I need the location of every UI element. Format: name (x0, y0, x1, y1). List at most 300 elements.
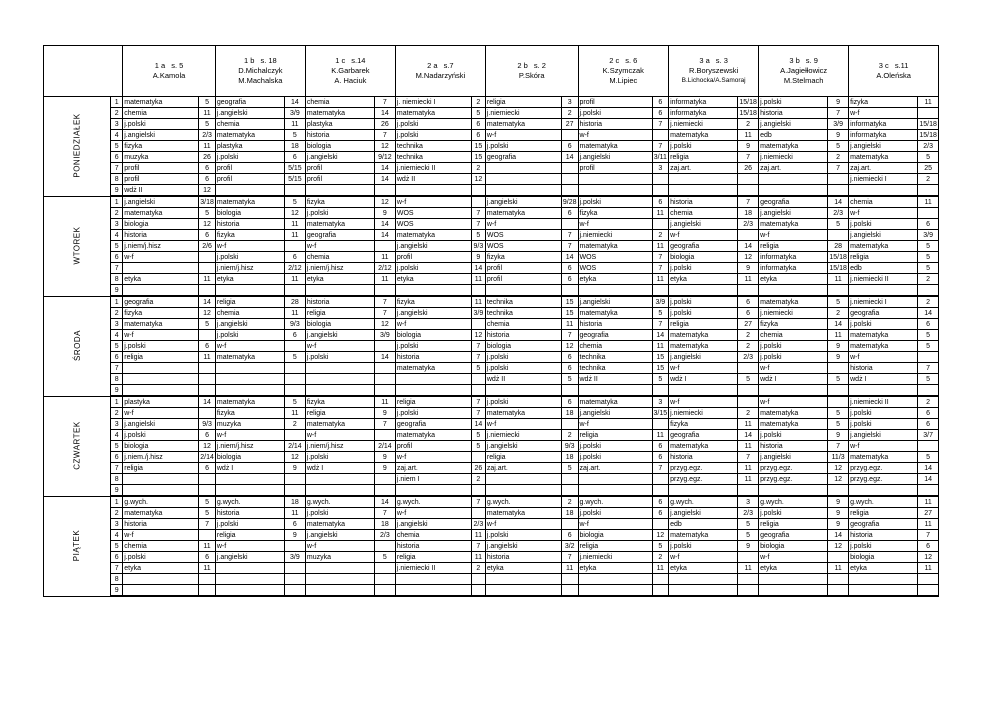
lesson-number: 7 (111, 563, 123, 574)
subject-cell: WOS (395, 219, 471, 230)
subject-cell (305, 563, 374, 574)
subject-cell: geografia (395, 419, 471, 430)
subject-cell: muzyka (123, 152, 199, 163)
subject-cell: edb (759, 130, 828, 141)
class-room: s. 2 (533, 61, 546, 70)
room-cell: 27 (738, 319, 759, 330)
subject-cell: zaj.art. (849, 163, 918, 174)
lesson-number: 8 (111, 374, 123, 385)
subject-cell (123, 585, 199, 597)
lesson-number: 8 (111, 174, 123, 185)
room-cell: 9 (738, 141, 759, 152)
subject-cell: j.niem/j.hisz (305, 441, 374, 452)
class-teacher: R.Boryszewski (689, 66, 739, 75)
room-cell: 18 (738, 208, 759, 219)
room-cell: 14 (828, 319, 849, 330)
room-cell (738, 185, 759, 197)
room-cell: 7 (471, 341, 485, 352)
lesson-number: 9 (111, 285, 123, 297)
class-room: s. 3 (715, 56, 728, 65)
room-cell: 14 (561, 252, 578, 263)
subject-cell: informatyka (669, 108, 738, 119)
subject-cell: matematyka (123, 97, 199, 108)
subject-cell (485, 174, 561, 185)
subject-cell: chemia (485, 319, 561, 330)
room-cell (652, 519, 669, 530)
room-cell (284, 285, 305, 297)
room-cell: 5 (199, 508, 216, 519)
class-room: s. 6 (625, 56, 638, 65)
room-cell: 26 (374, 119, 395, 130)
subject-cell (395, 385, 471, 397)
subject-cell: geografia (305, 230, 374, 241)
subject-cell: matematyka (849, 330, 918, 341)
room-cell (374, 585, 395, 597)
room-cell: 3 (561, 97, 578, 108)
subject-cell (849, 385, 918, 397)
table-row (44, 119, 939, 130)
subject-cell: chemia (305, 97, 374, 108)
room-cell (471, 485, 485, 497)
subject-cell: j.angielski (485, 196, 561, 208)
subject-cell: j.angielski (123, 419, 199, 430)
room-cell: 18 (374, 519, 395, 530)
subject-cell: j.niemiecki II (395, 163, 471, 174)
subject-cell: j.polski (485, 396, 561, 408)
room-cell: 7 (374, 97, 395, 108)
subject-cell: WOS (578, 252, 652, 263)
subject-cell: j.polski (395, 130, 471, 141)
subject-cell: wdż II (485, 374, 561, 385)
subject-cell: matematyka (395, 363, 471, 374)
subject-cell: profil (485, 263, 561, 274)
room-cell (738, 363, 759, 374)
room-cell: 6 (652, 441, 669, 452)
room-cell: 2/3 (738, 508, 759, 519)
room-cell (471, 385, 485, 397)
room-cell: 11 (284, 119, 305, 130)
room-cell: 12 (374, 141, 395, 152)
room-cell (374, 285, 395, 297)
room-cell: 14 (374, 496, 395, 508)
room-cell: 6 (652, 97, 669, 108)
subject-cell: w-f (849, 208, 918, 219)
room-cell: 5 (918, 341, 939, 352)
subject-cell: j.niemiecki (485, 430, 561, 441)
room-cell: 5/15 (284, 163, 305, 174)
room-cell (652, 585, 669, 597)
subject-cell: w-f (123, 530, 199, 541)
subject-cell: etyka (669, 274, 738, 285)
subject-cell: geografia (849, 308, 918, 319)
table-row (44, 263, 939, 274)
room-cell (828, 174, 849, 185)
class-header (123, 46, 216, 97)
subject-cell: religia (123, 463, 199, 474)
subject-cell: profil (305, 174, 374, 185)
class-teacher: A.Jagiełłowicz (780, 66, 828, 75)
room-cell: 5/15 (284, 174, 305, 185)
subject-cell: j.polski (669, 541, 738, 552)
room-cell: 9 (738, 263, 759, 274)
subject-cell (578, 185, 652, 197)
subject-cell: fizyka (123, 141, 199, 152)
room-cell (284, 363, 305, 374)
subject-cell: religia (485, 452, 561, 463)
room-cell: 7 (471, 208, 485, 219)
subject-cell: zaj.art. (759, 163, 828, 174)
room-cell: 12 (284, 452, 305, 463)
subject-cell: w-f (849, 108, 918, 119)
subject-cell (123, 574, 199, 585)
class-header (759, 46, 849, 97)
subject-cell: etyka (305, 274, 374, 285)
subject-cell: j.niemiecki (759, 308, 828, 319)
subject-cell: w-f (669, 363, 738, 374)
room-cell (652, 485, 669, 497)
class-header (395, 46, 485, 97)
subject-cell (849, 185, 918, 197)
subject-cell (305, 574, 374, 585)
day-label (44, 296, 111, 396)
subject-cell: j.angielski (759, 452, 828, 463)
subject-cell: technika (485, 308, 561, 319)
room-cell: 18 (284, 141, 305, 152)
table-row (44, 141, 939, 152)
subject-cell: geografia (759, 196, 828, 208)
room-cell: 6 (652, 196, 669, 208)
subject-cell: historia (305, 296, 374, 308)
subject-cell: profil (395, 252, 471, 263)
subject-cell: biologia (123, 441, 199, 452)
subject-cell: j.polski (849, 319, 918, 330)
subject-cell: profil (578, 163, 652, 174)
room-cell: 6 (652, 108, 669, 119)
subject-cell: matematyka (759, 296, 828, 308)
room-cell: 25 (918, 163, 939, 174)
subject-cell: etyka (578, 563, 652, 574)
room-cell: 5 (284, 352, 305, 363)
room-cell (918, 385, 939, 397)
room-cell (828, 230, 849, 241)
timetable-sheet (43, 45, 939, 597)
room-cell: 3/9 (374, 330, 395, 341)
subject-cell: religia (849, 252, 918, 263)
subject-cell: przyg.egz. (759, 463, 828, 474)
room-cell: 5 (561, 463, 578, 474)
room-cell (652, 285, 669, 297)
subject-cell: chemia (759, 330, 828, 341)
subject-cell (578, 385, 652, 397)
class-teacher: K.Szymczak (602, 66, 644, 75)
room-cell: 7 (652, 319, 669, 330)
lesson-number: 9 (111, 585, 123, 597)
subject-cell: technika (578, 352, 652, 363)
room-cell (918, 574, 939, 585)
subject-cell: w-f (215, 241, 284, 252)
table-row (44, 230, 939, 241)
subject-cell: w-f (123, 330, 199, 341)
subject-cell: technika (485, 296, 561, 308)
subject-cell (485, 574, 561, 585)
subject-cell: j.polski (215, 519, 284, 530)
subject-cell: j.niemiecki II (849, 396, 918, 408)
room-cell: 9 (471, 252, 485, 263)
subject-cell (485, 385, 561, 397)
room-cell: 6 (652, 496, 669, 508)
room-cell (561, 574, 578, 585)
subject-cell (669, 385, 738, 397)
room-cell: 5 (828, 296, 849, 308)
room-cell (284, 241, 305, 252)
room-cell: 5 (652, 308, 669, 319)
room-cell: 5 (828, 408, 849, 419)
subject-cell: j.polski (759, 430, 828, 441)
table-row (44, 396, 939, 408)
room-cell: 5 (828, 141, 849, 152)
room-cell (284, 541, 305, 552)
table-row (44, 474, 939, 485)
subject-cell: j.polski (215, 330, 284, 341)
subject-cell: w-f (305, 241, 374, 252)
subject-cell: chemia (849, 196, 918, 208)
room-cell: 14 (738, 430, 759, 441)
room-cell: 9 (374, 408, 395, 419)
subject-cell: matematyka (485, 508, 561, 519)
room-cell: 14 (284, 97, 305, 108)
room-cell: 11/3 (828, 452, 849, 463)
subject-cell: j.angielski (395, 241, 471, 252)
subject-cell: j.angielski (123, 196, 199, 208)
room-cell: 14 (738, 241, 759, 252)
class-name-room (487, 61, 577, 71)
room-cell (561, 385, 578, 397)
subject-cell (669, 285, 738, 297)
room-cell (918, 208, 939, 219)
subject-cell: wdż I (849, 374, 918, 385)
subject-cell: historia (123, 519, 199, 530)
room-cell (918, 585, 939, 597)
class-name-room (760, 56, 847, 66)
subject-cell: j.angielski (215, 108, 284, 119)
subject-cell: j.angielski (578, 152, 652, 163)
subject-cell: j.angielski (215, 552, 284, 563)
subject-cell: chemia (215, 308, 284, 319)
room-cell (828, 385, 849, 397)
room-cell: 11 (561, 319, 578, 330)
subject-cell: matematyka (669, 341, 738, 352)
subject-cell: historia (759, 108, 828, 119)
room-cell: 3/11 (653, 153, 667, 161)
subject-cell: wdż I (305, 463, 374, 474)
subject-cell (215, 285, 284, 297)
subject-cell: informatyka (849, 119, 918, 130)
subject-cell (305, 285, 374, 297)
room-cell (471, 196, 485, 208)
room-cell: 3/9 (828, 119, 849, 130)
room-cell: 2/12 (374, 263, 395, 274)
class-room: s.14 (351, 56, 366, 65)
day-label (44, 496, 111, 596)
room-cell: 7 (652, 263, 669, 274)
subject-cell: chemia (123, 108, 199, 119)
room-cell: 9 (738, 541, 759, 552)
day-name: PONIEDZIAŁEK (72, 113, 82, 178)
subject-cell: matematyka (759, 408, 828, 419)
subject-cell (123, 474, 199, 485)
subject-cell: w-f (669, 396, 738, 408)
room-cell: 9 (284, 463, 305, 474)
room-cell: 11 (199, 141, 216, 152)
subject-cell (215, 474, 284, 485)
table-row (44, 296, 939, 308)
room-cell: 11 (738, 563, 759, 574)
lesson-number: 9 (111, 185, 123, 197)
class-name: 2 c (609, 56, 620, 65)
subject-cell: w-f (395, 196, 471, 208)
room-cell: 9 (374, 208, 395, 219)
room-cell (561, 419, 578, 430)
subject-cell: historia (485, 552, 561, 563)
room-cell: 7 (561, 330, 578, 341)
room-cell: 15 (652, 363, 669, 374)
room-cell: 11 (284, 308, 305, 319)
subject-cell: w-f (759, 363, 828, 374)
day-name: ŚRODA (72, 330, 82, 361)
room-cell: 2 (471, 163, 485, 174)
room-cell: 2/14 (284, 441, 305, 452)
lesson-number: 1 (111, 97, 123, 108)
subject-cell: WOS (395, 208, 471, 219)
room-cell: 9 (284, 530, 305, 541)
table-row (44, 274, 939, 285)
subject-cell (759, 574, 828, 585)
room-cell: 2 (471, 474, 485, 485)
subject-cell: fizyka (485, 252, 561, 263)
class-header (849, 46, 939, 97)
subject-cell: geografia (669, 241, 738, 252)
room-cell (738, 552, 759, 563)
room-cell: 14 (918, 308, 939, 319)
subject-cell: j.polski (849, 219, 918, 230)
class-teacher: P.Skóra (518, 71, 545, 80)
subject-cell: j.niemiecki (759, 152, 828, 163)
subject-cell: historia (215, 508, 284, 519)
room-cell: 9 (828, 496, 849, 508)
subject-cell: j.polski (578, 452, 652, 463)
room-cell (828, 185, 849, 197)
subject-cell (849, 574, 918, 585)
subject-cell: profil (305, 163, 374, 174)
room-cell (284, 385, 305, 397)
room-cell (374, 185, 395, 197)
room-cell: 18 (561, 508, 578, 519)
subject-cell: j.angielski (485, 541, 561, 552)
subject-cell: religia (578, 541, 652, 552)
subject-cell: matematyka (395, 430, 471, 441)
subject-cell: j.polski (395, 341, 471, 352)
room-cell: 14 (471, 263, 485, 274)
subject-cell (395, 374, 471, 385)
subject-cell: j.polski (669, 141, 738, 152)
table-row (44, 585, 939, 597)
subject-cell: biologia (578, 530, 652, 541)
subject-cell: j.polski (305, 208, 374, 219)
subject-cell: j.angielski (849, 430, 918, 441)
subject-cell: j.niem/j.hisz (215, 263, 284, 274)
room-cell (652, 174, 669, 185)
lesson-number: 1 (111, 196, 123, 208)
subject-cell: j.polski (395, 263, 471, 274)
table-row (44, 541, 939, 552)
subject-cell: chemia (305, 252, 374, 263)
class-name: 1 a (154, 61, 166, 70)
room-cell (738, 385, 759, 397)
subject-cell: biologia (305, 319, 374, 330)
table-row (44, 508, 939, 519)
room-cell (199, 374, 216, 385)
subject-cell: przyg.egz. (849, 474, 918, 485)
subject-cell: w-f (215, 341, 284, 352)
subject-cell: j.polski (123, 430, 199, 441)
subject-cell: j.angielski (669, 219, 738, 230)
subject-cell: j.niemiecki (669, 408, 738, 419)
room-cell: 7 (471, 408, 485, 419)
subject-cell (395, 285, 471, 297)
room-cell (374, 341, 395, 352)
class-teacher: A.Oleńska (876, 71, 911, 80)
subject-cell: etyka (123, 274, 199, 285)
table-row (44, 174, 939, 185)
subject-cell (759, 485, 828, 497)
subject-cell: j.angielski (849, 141, 918, 152)
subject-cell: historia (305, 130, 374, 141)
subject-cell: etyka (578, 274, 652, 285)
room-cell: 11 (652, 430, 669, 441)
room-cell (652, 419, 669, 430)
subject-cell: j.angielski (305, 330, 374, 341)
subject-cell: j.niemiecki II (395, 563, 471, 574)
class-name-room (307, 56, 394, 66)
room-cell (738, 396, 759, 408)
subject-cell: historia (669, 452, 738, 463)
room-cell (738, 285, 759, 297)
table-row (44, 519, 939, 530)
subject-cell: matematyka (849, 152, 918, 163)
class-name: 2 a (427, 61, 438, 70)
subject-cell (215, 363, 284, 374)
room-cell: 5 (471, 230, 485, 241)
subject-cell (759, 285, 828, 297)
subject-cell: geografia (215, 97, 284, 108)
room-cell (918, 441, 939, 452)
room-cell (284, 374, 305, 385)
table-row (44, 574, 939, 585)
room-cell: 11 (284, 219, 305, 230)
subject-cell: geografia (123, 296, 199, 308)
room-cell: 9 (828, 352, 849, 363)
subject-cell: etyka (669, 563, 738, 574)
class-name-room (670, 56, 757, 66)
room-cell: 2/6 (199, 241, 216, 252)
room-cell: 6 (918, 219, 939, 230)
class-teacher: A.Kamola (152, 71, 186, 80)
room-cell: 7 (199, 519, 216, 530)
subject-cell: biologia (849, 552, 918, 563)
room-cell (199, 585, 216, 597)
subject-cell: edb (669, 519, 738, 530)
room-cell (828, 552, 849, 563)
